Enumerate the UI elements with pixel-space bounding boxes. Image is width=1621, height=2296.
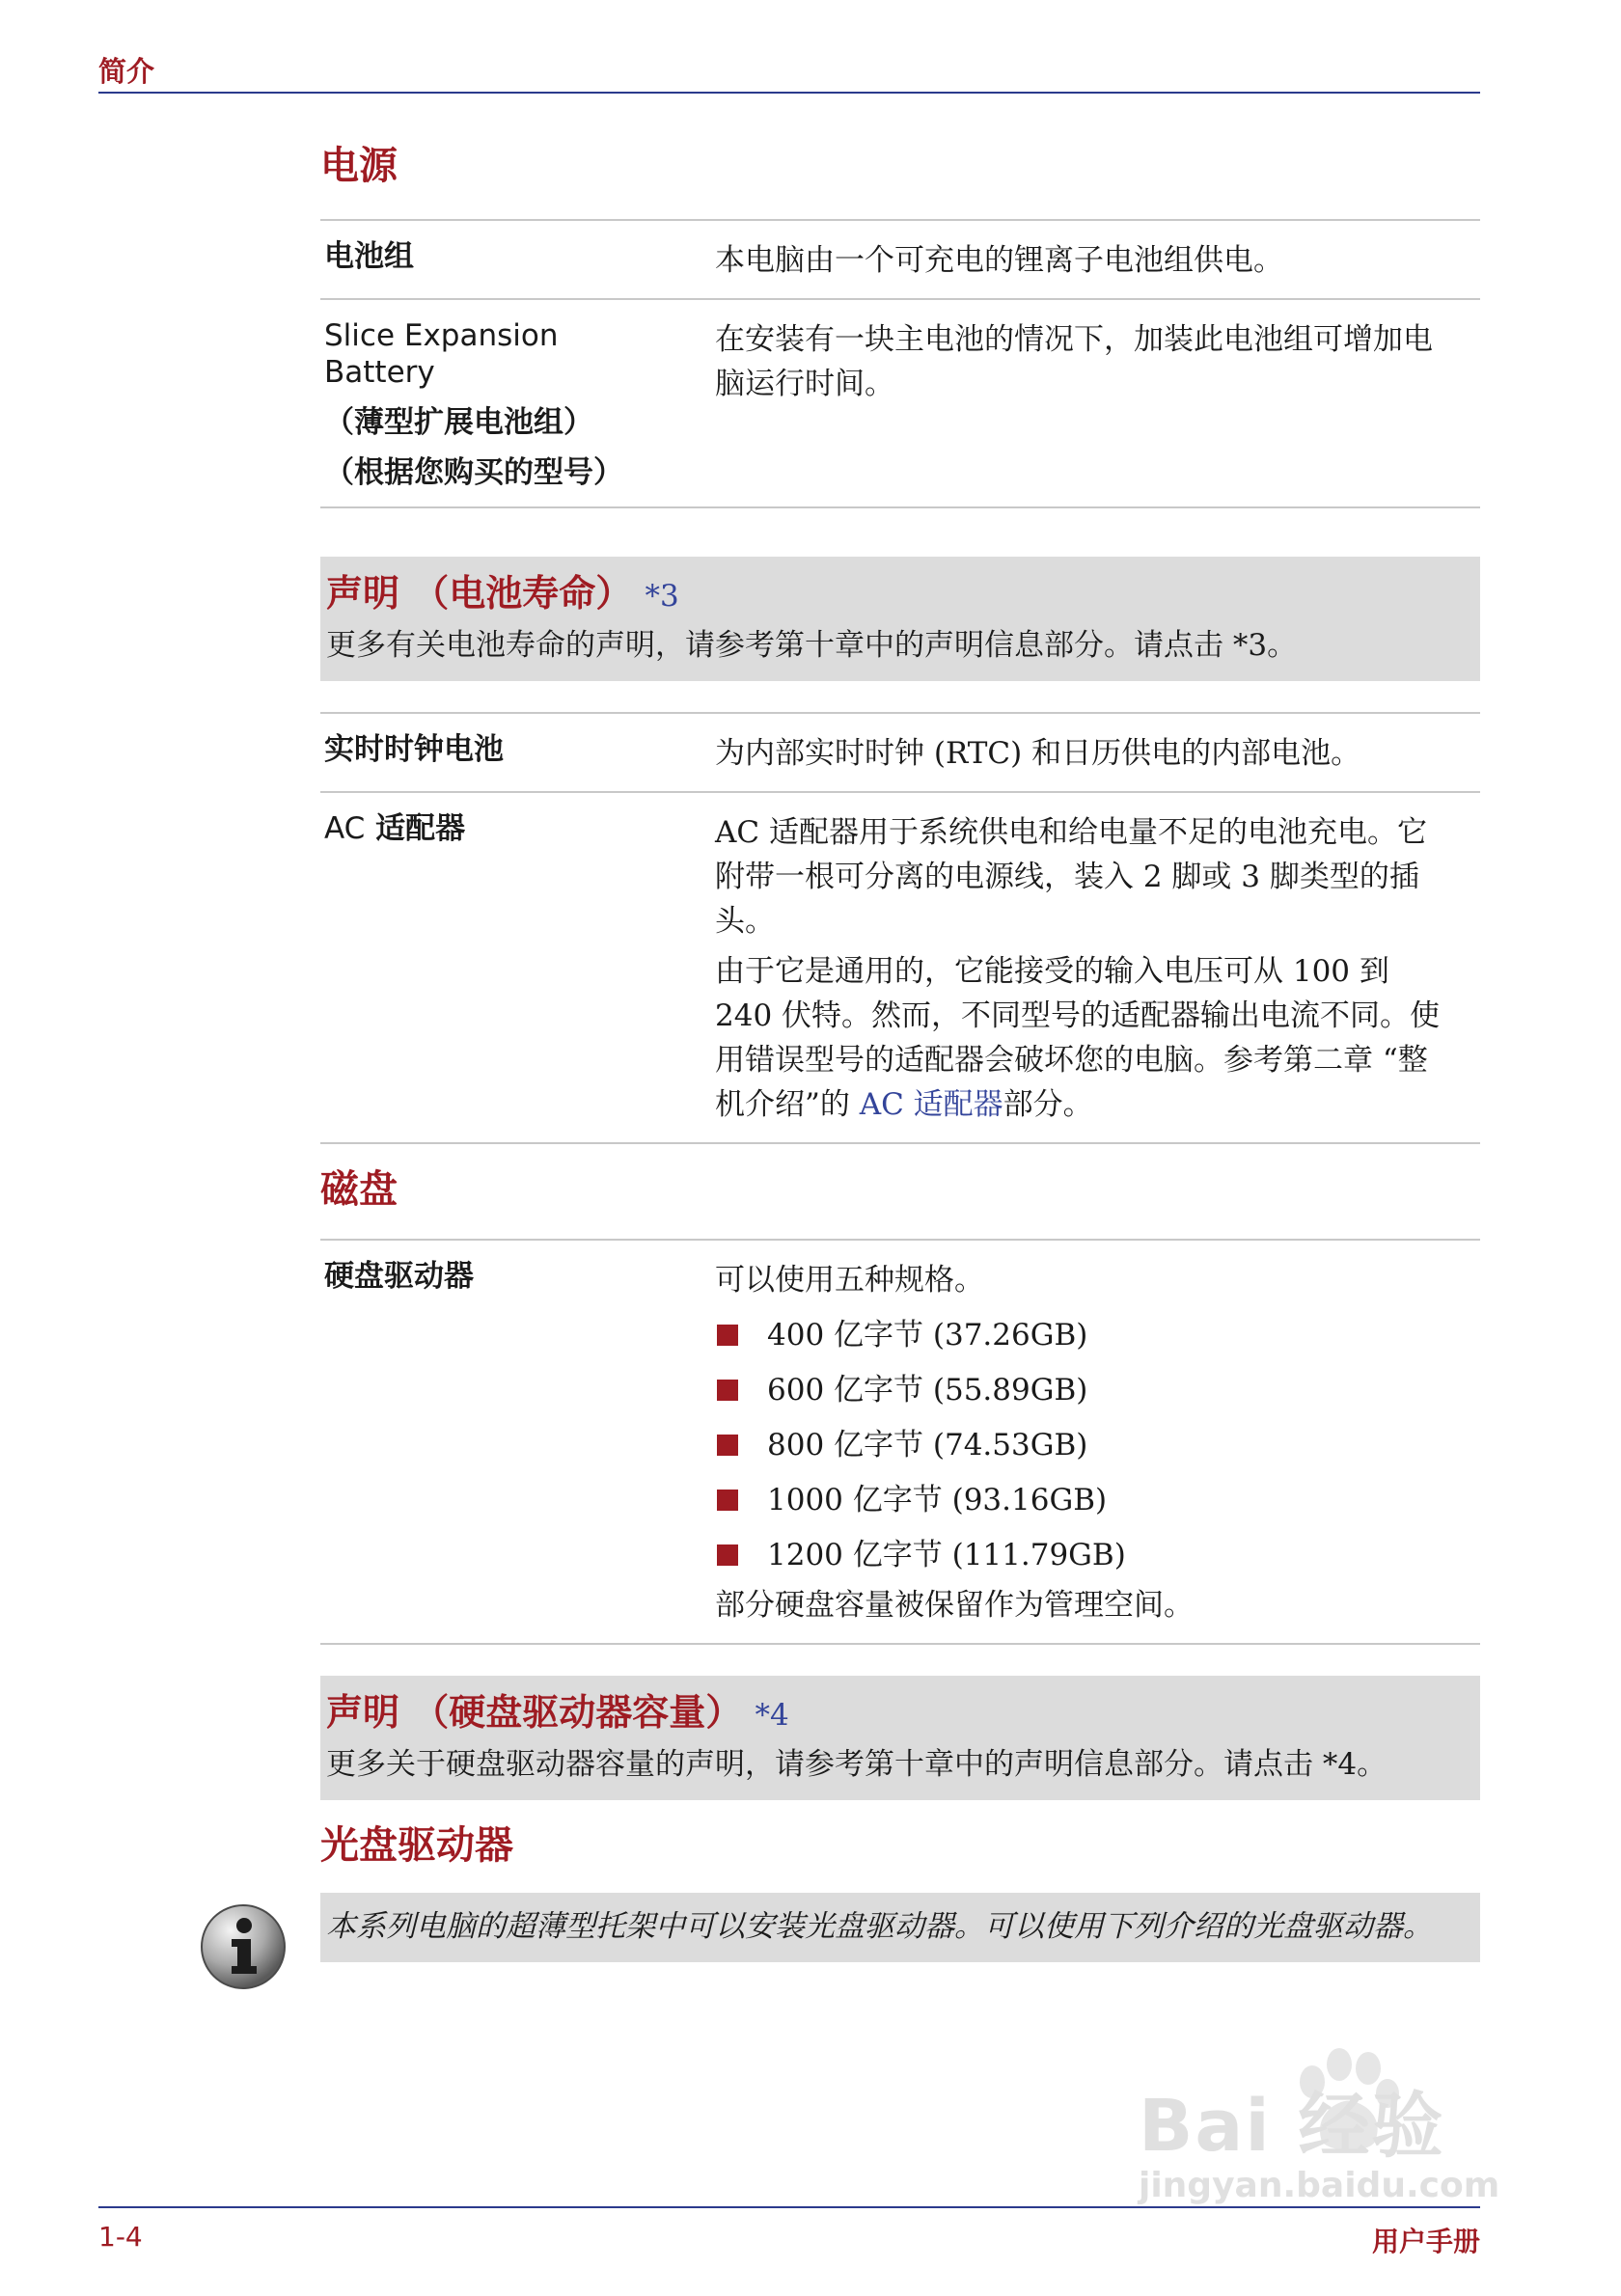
- square-bullet-icon: [717, 1544, 738, 1566]
- table-row: [320, 792, 1480, 1143]
- rtc-battery-label: 实时时钟电池: [320, 713, 715, 792]
- list-item: 800 亿字节 (74.53GB): [715, 1418, 1451, 1473]
- ac-adapter-label-bold: 适配器: [375, 811, 466, 846]
- battery-pack-label: 电池组: [320, 220, 715, 299]
- slice-battery-label-model: （根据您购买的型号）: [324, 455, 623, 490]
- square-bullet-icon: [717, 1435, 738, 1456]
- slice-battery-label-cn: （薄型扩展电池组）: [324, 405, 593, 440]
- notice-title-text: 声明 （硬盘驱动器容量）: [326, 1691, 743, 1734]
- list-item: 400 亿字节 (37.26GB): [715, 1308, 1451, 1363]
- ac-adapter-para1: AC 适配器用于系统供电和给电量不足的电池充电。它附带一根可分离的电源线，装入 2 脚或 3 脚类型的插头。: [715, 815, 1427, 939]
- info-icon: [199, 1902, 288, 1991]
- ac-adapter-para2-end: 部分。: [1003, 1087, 1093, 1122]
- ac-adapter-para2: [715, 949, 1451, 1127]
- ac-adapter-link[interactable]: AC 适配器: [859, 1087, 1003, 1122]
- hdd-size-list: [715, 1308, 1451, 1583]
- hdd-label: 硬盘驱动器: [320, 1240, 715, 1644]
- square-bullet-icon: [717, 1380, 738, 1401]
- slice-battery-label-en2: Battery: [324, 355, 435, 390]
- battery-life-notice: [320, 557, 1480, 681]
- list-item: 1000 亿字节 (93.16GB): [715, 1473, 1451, 1528]
- notice-ref-link[interactable]: *3: [645, 579, 679, 614]
- ac-adapter-para2-text: 由于它是通用的，它能接受的输入电压可从 100 到 240 伏特。然而，不同型号的适配器输出电流不同。使用错误型号的适配器会破坏您的电脑。参考第二章 “整机介绍”的: [715, 954, 1441, 1122]
- list-item: 1200 亿字节 (111.79GB): [715, 1528, 1451, 1583]
- page-number: 1-4: [98, 2221, 143, 2253]
- power-heading: 电源: [320, 144, 398, 188]
- optical-note: 本系列电脑的超薄型托架中可以安装光盘驱动器。可以使用下列介绍的光盘驱动器。: [320, 1893, 1480, 1962]
- ac-adapter-label: [320, 792, 715, 1143]
- notice-text: 更多关于硬盘驱动器容量的声明，请参考第十章中的声明信息部分。请点击 *4。: [326, 1747, 1387, 1782]
- header-title: 简介: [98, 55, 155, 88]
- slice-battery-text: 在安装有一块主电池的情况下，加装此电池组可增加电脑运行时间。: [715, 299, 1480, 507]
- square-bullet-icon: [717, 1490, 738, 1511]
- watermark-url: jingyan.baidu.com: [1139, 2166, 1500, 2205]
- hdd-footnote: 部分硬盘容量被保留作为管理空间。: [715, 1588, 1194, 1623]
- page-content: [320, 140, 1480, 1962]
- table-row: [320, 713, 1480, 792]
- ac-adapter-text: [715, 792, 1480, 1143]
- power-table-2: [320, 712, 1480, 1144]
- notice-title: [326, 566, 1465, 623]
- hdd-text: [715, 1240, 1480, 1644]
- rtc-battery-text: 为内部实时时钟 (RTC) 和日历供电的内部电池。: [715, 713, 1480, 792]
- footer-rule: [98, 2206, 1480, 2208]
- disk-heading: 磁盘: [320, 1167, 398, 1212]
- notice-text: 更多有关电池寿命的声明，请参考第十章中的声明信息部分。请点击 *3。: [326, 628, 1298, 663]
- table-row: [320, 1240, 1480, 1644]
- square-bullet-icon: [717, 1325, 738, 1346]
- disk-table: [320, 1239, 1480, 1645]
- ac-adapter-label-prefix: AC: [324, 811, 366, 846]
- watermark: [1139, 2069, 1499, 2205]
- slice-battery-label-en1: Slice Expansion: [324, 318, 559, 353]
- table-row: [320, 299, 1480, 507]
- optical-heading: 光盘驱动器: [320, 1823, 513, 1868]
- table-row: [320, 220, 1480, 299]
- notice-title: [326, 1685, 1465, 1742]
- battery-pack-text: 本电脑由一个可充电的锂离子电池组供电。: [715, 220, 1480, 299]
- hdd-capacity-notice: [320, 1676, 1480, 1800]
- hdd-intro: 可以使用五种规格。: [715, 1263, 984, 1298]
- optical-info: [320, 1893, 1480, 1962]
- list-item: 600 亿字节 (55.89GB): [715, 1363, 1451, 1418]
- power-table: [320, 219, 1480, 508]
- notice-ref-link[interactable]: *4: [755, 1698, 789, 1733]
- notice-title-text: 声明 （电池寿命）: [326, 572, 633, 615]
- manual-title: 用户手册: [1371, 2226, 1480, 2257]
- watermark-brand: Bai 经验: [1139, 2085, 1445, 2168]
- header-rule: [98, 92, 1480, 94]
- slice-battery-label: [320, 299, 715, 507]
